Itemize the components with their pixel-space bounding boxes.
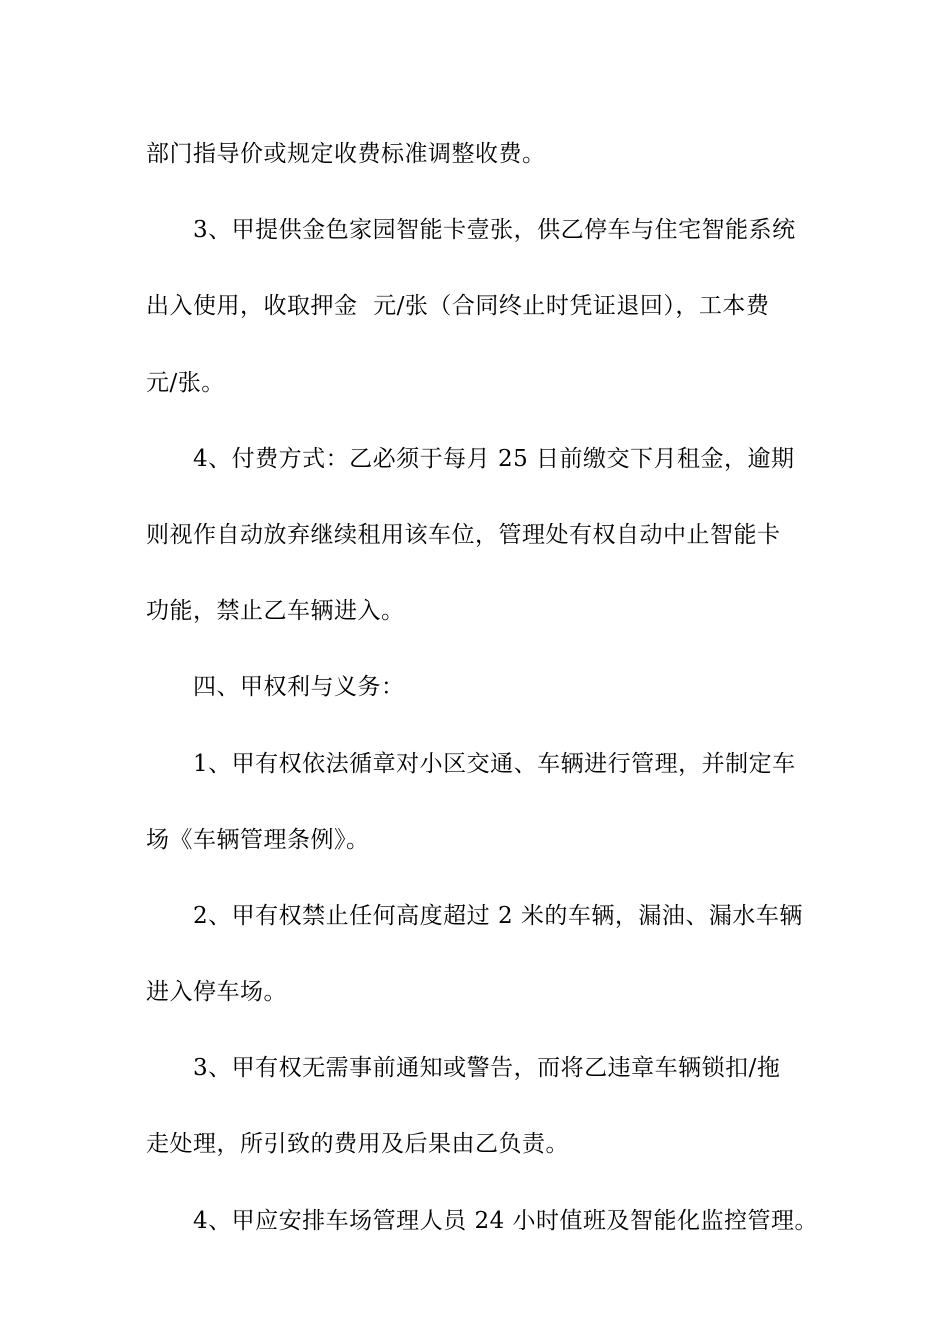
paragraph-line: 功能，禁止乙车辆进入。	[146, 598, 405, 625]
paragraph-line: 4、甲应安排车场管理人员 24 小时值班及智能化监控管理。	[193, 1207, 819, 1234]
paragraph-line: 进入停车场。	[146, 979, 287, 1006]
section-heading: 四、甲权利与义务：	[193, 674, 405, 701]
paragraph-line: 2、甲有权禁止任何高度超过 2 米的车辆，漏油、漏水车辆	[193, 902, 803, 929]
paragraph-line: 元/张。	[146, 369, 225, 396]
document-body	[146, 127, 819, 1270]
paragraph-line: 则视作自动放弃继续租用该车位，管理处有权自动中止智能卡	[146, 521, 781, 548]
paragraph-line: 3、甲提供金色家园智能卡壹张，供乙停车与住宅智能系统	[193, 217, 796, 244]
paragraph-line: 部门指导价或规定收费标准调整收费。	[146, 141, 546, 167]
paragraph-line: 走处理，所引致的费用及后果由乙负责。	[146, 1131, 569, 1158]
paragraph-line: 4、付费方式：乙必须于每月 25 日前缴交下月租金，逾期	[193, 445, 795, 472]
paragraph-line: 1、甲有权依法循章对小区交通、车辆进行管理，并制定车	[193, 750, 796, 777]
paragraph-line: 出入使用，收取押金 元/张（合同终止时凭证退回），工本费	[146, 293, 770, 320]
paragraph-line: 场《车辆管理条例》。	[146, 826, 370, 853]
paragraph-line: 3、甲有权无需事前通知或警告，而将乙违章车辆锁扣/拖	[193, 1055, 781, 1082]
